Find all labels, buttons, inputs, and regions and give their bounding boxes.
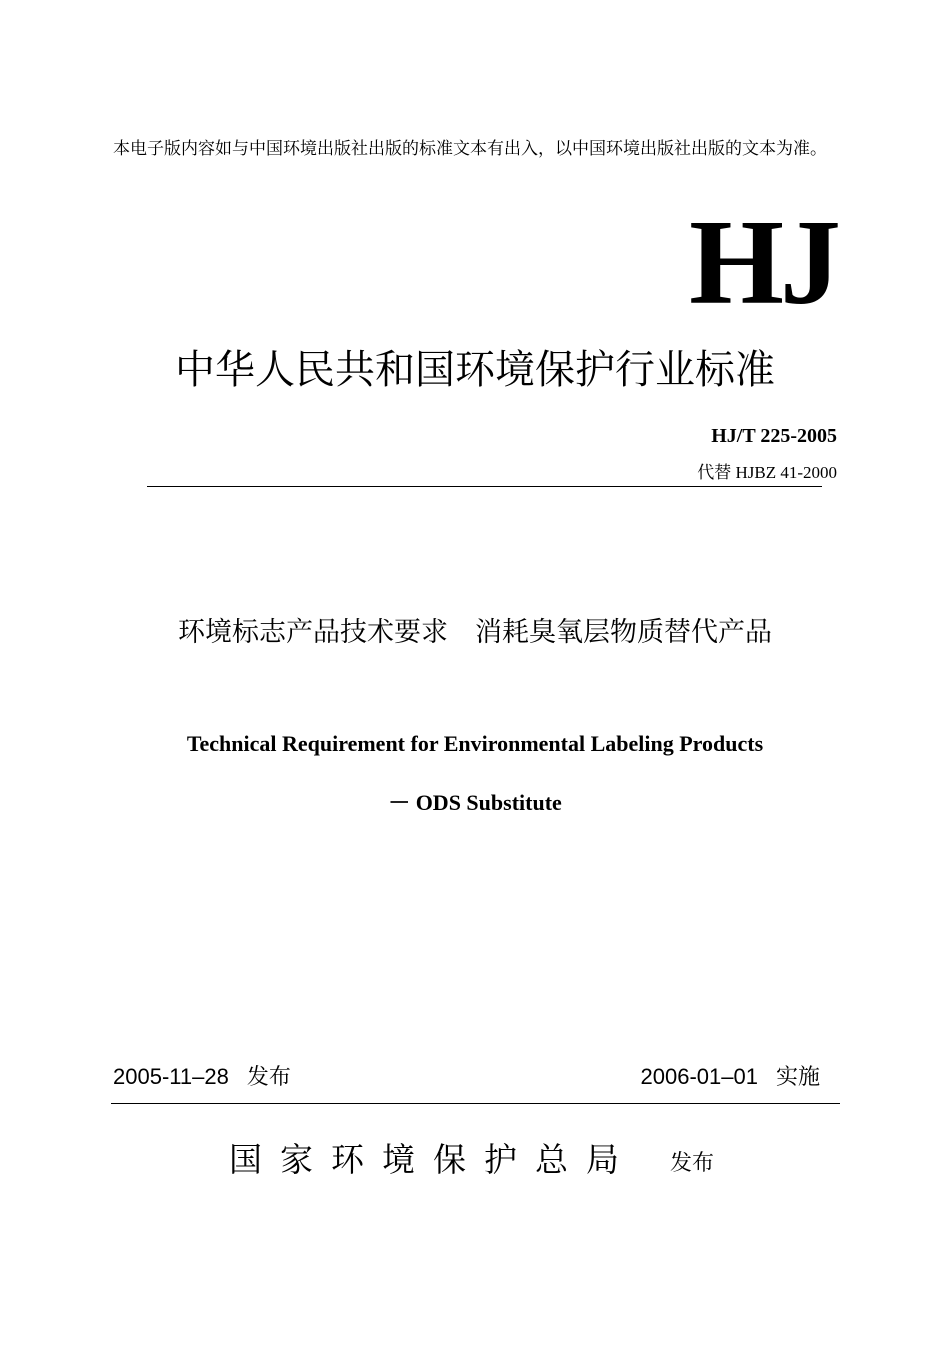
document-title-en-line2: － ODS Substitute bbox=[388, 790, 562, 815]
issuing-authority-suffix: 发布 bbox=[670, 1151, 715, 1176]
electronic-version-notice: 本电子版内容如与中国环境出版社出版的标准文本有出入，以中国环境出版社出版的文本为准。 bbox=[113, 139, 827, 159]
issue-date: 2005-11–28 bbox=[113, 1064, 229, 1089]
replaces-standard: 代替 HJBZ 41-2000 bbox=[697, 463, 837, 482]
footer-divider bbox=[111, 1103, 840, 1104]
issue-label: 发布 bbox=[246, 1064, 291, 1089]
header-divider bbox=[147, 486, 822, 487]
standard-category-title: 中华人民共和国环境保护行业标准 bbox=[175, 347, 775, 393]
implementation-date: 2006-01–01 bbox=[640, 1064, 758, 1089]
implementation-label: 实施 bbox=[775, 1064, 820, 1089]
implementation-date-block bbox=[641, 1062, 820, 1092]
document-title-en-line1: Technical Requirement for Environmental Labeling Products bbox=[186, 731, 764, 756]
hj-logo: HJ bbox=[689, 195, 837, 330]
issuing-authority: 国家环境保护总局 bbox=[229, 1140, 637, 1179]
document-title-zh: 环境标志产品技术要求 消耗臭氧层物质替代产品 bbox=[178, 617, 772, 648]
standard-number: HJ/T 225-2005 bbox=[711, 425, 837, 447]
issue-date-block bbox=[113, 1062, 291, 1092]
